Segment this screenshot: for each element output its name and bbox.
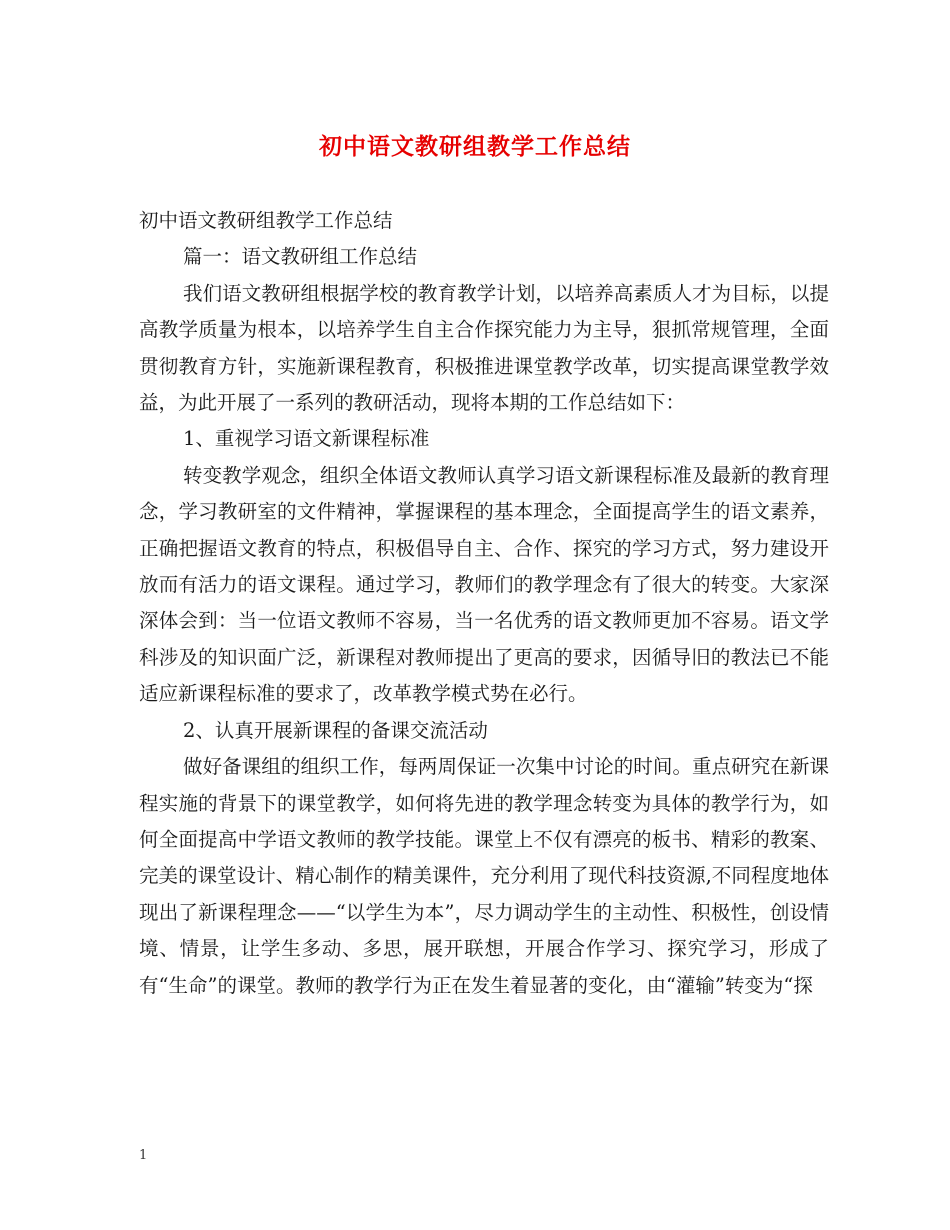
paragraph-body-2: 做好备课组的组织工作，每两周保证一次集中讨论的时间。重点研究在新课程实施的背景下的课堂教学，如何将先进的教学理念转变为具体的教学行为，如何全面提高中学语文教师的教学技能。课堂上不仅有漂亮的板书、精彩的教案、完美的课堂设计、精心制作的精美课件，充分利用了现代科技资源,不同程度地体现出了新课程理念——“以学生为本”，尽力调动学生的主动性、积极性，创设情境、情景，让学生多动、多思，展开联想，开展合作学习、探究学习，形成了有“生命”的课堂。教师的教学行为正在发生着显著的变化，由“灌输”转变为“探 (139, 755, 829, 997)
paragraph-subtitle: 初中语文教研组教学工作总结 (139, 209, 393, 232)
document-body (139, 203, 829, 1004)
paragraph-heading-2: 2、认真开展新课程的备课交流活动 (183, 718, 488, 742)
document-title: 初中语文教研组教学工作总结 (319, 133, 631, 160)
paragraph-intro: 我们语文教研组根据学校的教育教学计划，以培养高素质人才为目标，以提高教学质量为根本，以培养学生自主合作探究能力为主导，狠抓常规管理，全面贯彻教育方针，实施新课程教育，积极推进课堂教学改革，切实提高课堂教学效益，为此开展了一系列的教研活动，现将本期的工作总结如下： (139, 281, 829, 415)
paragraph-body-1: 转变教学观念，组织全体语文教师认真学习语文新课程标准及最新的教育理念，学习教研室的文件精神，掌握课程的基本理念，全面提高学生的语文素养，正确把握语文教育的特点，积极倡导自主、合作、探究的学习方式，努力建设开放而有活力的语文课程。通过学习，教师们的教学理念有了很大的转变。大家深深体会到：当一位语文教师不容易，当一名优秀的语文教师更加不容易。语文学科涉及的知识面广泛，新课程对教师提出了更高的要求，因循导旧的教法已不能适应新课程标准的要求了，改革教学模式势在必行。 (139, 463, 829, 706)
page-number: 1 (139, 1148, 148, 1163)
paragraph-section-heading: 篇一：语文教研组工作总结 (183, 245, 418, 269)
paragraph-heading-1: 1、重视学习语文新课程标准 (183, 427, 430, 451)
